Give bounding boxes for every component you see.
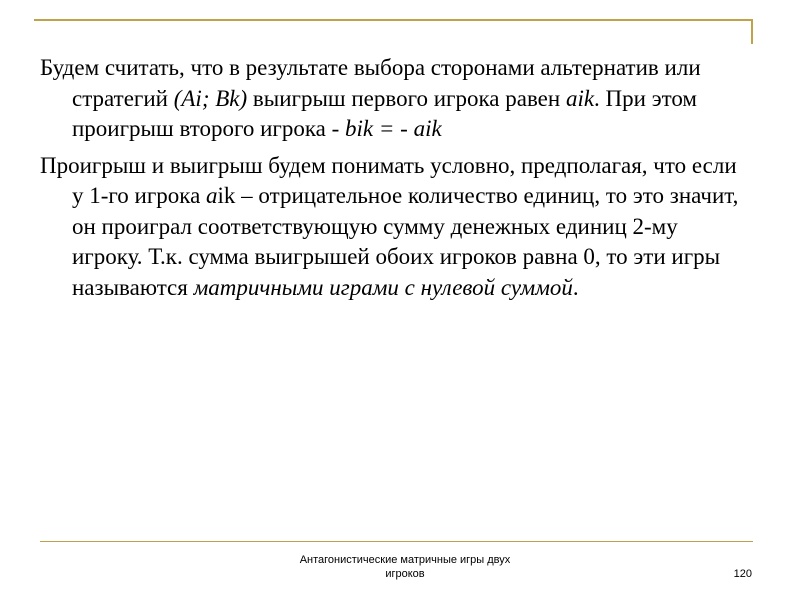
- p2-text-2: ik – отрицательное количество единиц, то это значит, он проиграл соответствующую сумму денежных единиц 2-му игроку. Т.к. сумма выигрышей обоих игроков равна 0, то эти игры называются: [72, 183, 739, 300]
- p2-term: матричными играми с нулевой суммой: [193, 274, 573, 300]
- p2-a: a: [206, 183, 218, 208]
- frame-bottom-line: [40, 541, 753, 542]
- p1-formula: bik = - aik: [345, 116, 442, 141]
- paragraph-2: [40, 151, 752, 304]
- p1-text-1: Будем считать, что в результате выбора сторонами альтернатив или стратегий: [40, 55, 701, 111]
- p1-strategies: (Ai; Bk): [173, 85, 248, 111]
- footer-title-line-2: игроков: [385, 568, 425, 580]
- footer-title-line-1: Антагонистические матричные игры двух: [299, 554, 511, 566]
- paragraph-1: [40, 53, 752, 145]
- frame-top-line: [34, 19, 753, 21]
- frame-right-tick: [751, 19, 753, 44]
- p2-text-3: .: [572, 274, 579, 300]
- footer-title: [270, 553, 540, 581]
- p1-text-3: . При этом проигрыш второго игрока -: [72, 85, 697, 141]
- p1-aik: aik: [565, 85, 595, 111]
- p1-text-2: выигрыш первого игрока равен: [247, 85, 566, 111]
- p2-text-1: Проигрыш и выигрыш будем понимать условно, предполагая, что если у 1-го игрока: [40, 152, 737, 208]
- slide-body: [40, 53, 752, 303]
- page-number: 120: [733, 568, 752, 580]
